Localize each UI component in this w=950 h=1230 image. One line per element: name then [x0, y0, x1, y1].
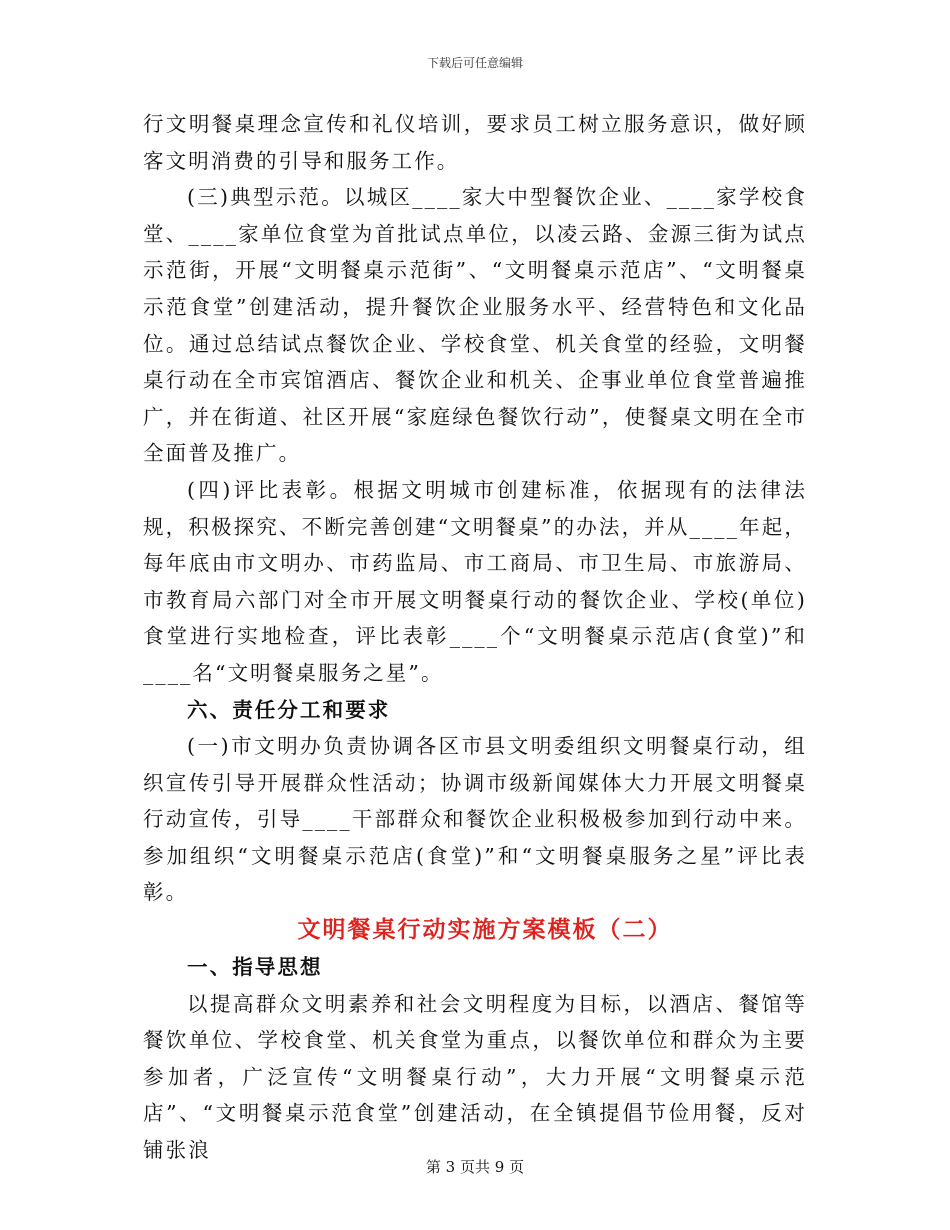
page-header-note: 下载后可任意编辑	[426, 56, 523, 70]
paragraph-evaluation-commendation: (四)评比表彰。根据文明城市创建标准，依据现有的法律法规，积极探究、不断完善创建“文明餐桌”的办法，并从____年起，每年底由市文明办、市药监局、市工商局、市卫生局、市旅游局、市教育局六部门对全市开展文明餐桌行动的餐饮企业、学校(单位)食堂进行实地检查，评比表彰____个“文明餐桌示范店(食堂)”和____名“文明餐桌服务之星”。	[143, 477, 807, 685]
paragraph-typical-demonstration: (三)典型示范。以城区____家大中型餐饮企业、____家学校食堂、____家单位食堂为首批试点单位，以凌云路、金源三街为试点示范街，开展“文明餐桌示范街”、“文明餐桌示范店”、“文明餐桌示范食堂”创建活动，提升餐饮企业服务水平、经营特色和文化品位。通过总结试点餐饮企业、学校食堂、机关食堂的经验，文明餐桌行动在全市宾馆酒店、餐饮企业和机关、企事业单位食堂普遍推广，并在街道、社区开展“家庭绿色餐饮行动”，使餐桌文明在全市全面普及推广。	[143, 185, 807, 466]
paragraph-continuation: 行文明餐桌理念宣传和礼仪培训，要求员工树立服务意识，做好顾客文明消费的引导和服务工作。	[143, 112, 807, 173]
paragraph-civilization-office-duty: (一)市文明办负责协调各区市县文明委组织文明餐桌行动，组织宣传引导开展群众性活动；协调市级新闻媒体大力开展文明餐桌行动宣传，引导____干部群众和餐饮企业积极极参加到行动中来。参加组织“文明餐桌示范店(食堂)”和“文明餐桌服务之星”评比表彰。	[143, 734, 807, 905]
document-body	[143, 106, 807, 1169]
section-heading-guiding-ideology: 一、指导思想	[187, 955, 323, 980]
section-heading-responsibilities: 六、责任分工和要求	[187, 697, 391, 722]
document-title-template-two: 文明餐桌行动实施方案模板（二）	[297, 917, 673, 944]
paragraph-guiding-ideology: 以提高群众文明素养和社会文明程度为目标，以酒店、餐馆等餐饮单位、学校食堂、机关食堂为重点，以餐饮单位和群众为主要参加者，广泛宣传“文明餐桌行动”，大力开展“文明餐桌示范店”、“文明餐桌示范食堂”创建活动，在全镇提倡节俭用餐，反对铺张浪	[143, 991, 807, 1163]
page-number-footer: 第 3 页共 9 页	[425, 1158, 525, 1176]
